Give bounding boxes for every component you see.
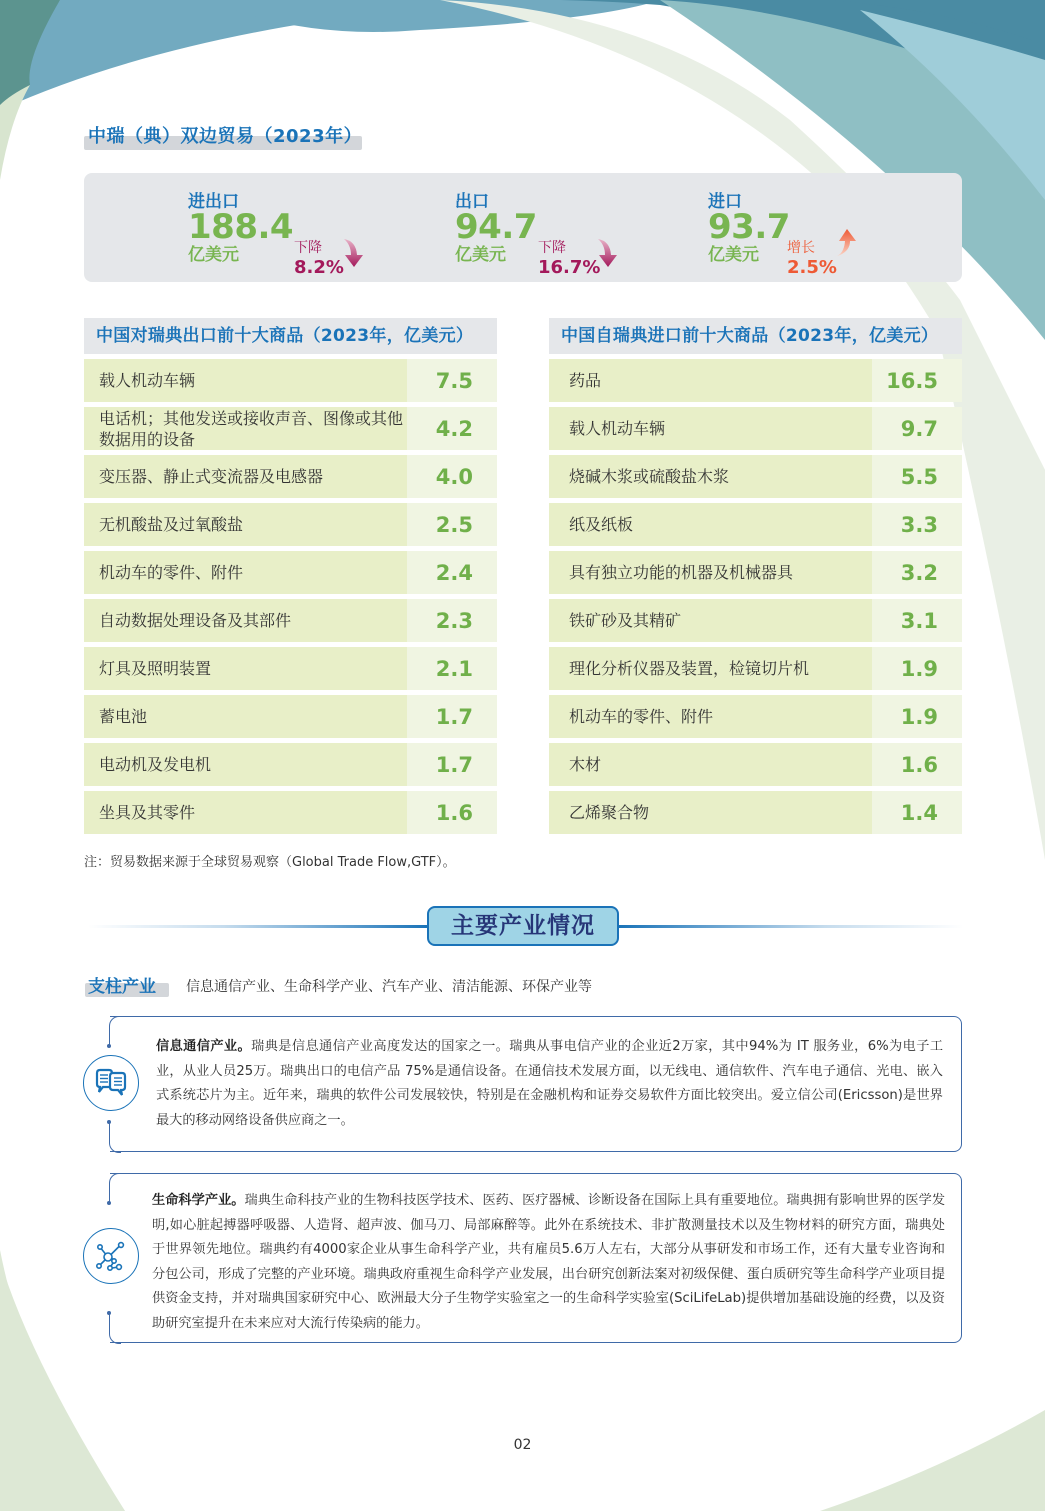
item-name: 蓄电池 <box>84 695 407 738</box>
industry-card-ict <box>110 1016 962 1152</box>
table-row <box>84 503 497 546</box>
table-row <box>549 743 962 786</box>
table-row <box>84 455 497 498</box>
table-row <box>84 407 497 450</box>
item-value: 1.9 <box>872 695 962 738</box>
stat-total <box>188 187 344 278</box>
card-description: 瑞典生命科技产业的生物科技医学技术、医药、医疗器械、诊断设备在国际上具有重要地位。瑞典拥有影响世界的医学发明,如心脏起搏器呼吸器、人造肾、超声波、伽马刀、局部麻醉等。此外在系统技术、非扩散测量技术以及生物材料的研究方面，瑞典处于世界领先地位。瑞典约有4000家企业从事生命科学产业，共有雇员5.6万人左右，大部分从事研发和市场工作，还有大量专业咨询和分包公司，形成了完整的产业环境。瑞典政府重视生命科学产业发展，出台研究创新法案对初级保健、蛋白质研究等生命科学产业项目提供资金支持，并对瑞典国家研究中心、欧洲最大分子生物学实验室之一的生命科学实验室(SciLifeLab)提供增加基础设施的经费，以及资助研究室提升在未来应对大流行传染病的能力。 <box>152 1193 946 1331</box>
table-header: 中国自瑞典进口前十大商品（2023年，亿美元） <box>549 318 962 354</box>
item-name: 电话机；其他发送或接收声音、图像或其他数据用的设备 <box>84 407 407 450</box>
table-row <box>84 551 497 594</box>
item-value: 2.4 <box>407 551 497 594</box>
stat-unit: 亿美元 <box>708 245 759 265</box>
table-row <box>549 695 962 738</box>
item-value: 7.5 <box>407 359 497 402</box>
card-description: 瑞典是信息通信产业高度发达的国家之一。瑞典从事电信产业的企业近2万家，其中94%为 IT 服务业，6%为电子工业，从业人员25万。瑞典出口的电信产品 75%是通信设备。在通信技术发展方面，以无线电、通信软件、汽车电子通信、光电、嵌入式系统芯片为主。近年来，瑞典的软件公司发展较快，特别是在金融机构和证券交易软件方面比较突出。爱立信公司(Ericsson)是世界最大的移动网络设备供应商之一。 <box>156 1039 944 1128</box>
table-row <box>84 743 497 786</box>
item-name: 木材 <box>549 743 872 786</box>
data-source-note: 注：贸易数据来源于全球贸易观察（Global Trade Flow,GTF）。 <box>84 855 456 870</box>
item-value: 1.6 <box>407 791 497 834</box>
item-value: 9.7 <box>872 407 962 450</box>
change-label: 下降 <box>538 240 566 256</box>
card-heading: 生命科学产业。 <box>152 1193 245 1208</box>
item-value: 2.1 <box>407 647 497 690</box>
table-row <box>84 647 497 690</box>
item-name: 自动数据处理设备及其部件 <box>84 599 407 642</box>
header-divider-right <box>618 925 963 928</box>
item-value: 3.2 <box>872 551 962 594</box>
change-value: 8.2% <box>294 257 344 278</box>
pillar-label-text: 支柱产业 <box>88 977 156 997</box>
export-top10-table <box>84 318 497 834</box>
chat-bubbles-icon <box>83 1055 139 1111</box>
card-frame-dot <box>107 1120 111 1124</box>
trade-summary-box <box>84 173 962 282</box>
item-name: 纸及纸板 <box>549 503 872 546</box>
table-row <box>549 791 962 834</box>
item-value: 4.2 <box>407 407 497 450</box>
item-name: 具有独立功能的机器及机械器具 <box>549 551 872 594</box>
table-row <box>549 359 962 402</box>
arrow-down-icon <box>596 237 622 269</box>
card-text <box>110 1017 961 1133</box>
item-name: 无机酸盐及过氧酸盐 <box>84 503 407 546</box>
stat-change <box>538 239 600 279</box>
card-frame-dot <box>107 1201 111 1205</box>
change-label: 增长 <box>787 240 815 256</box>
item-name: 载人机动车辆 <box>549 407 872 450</box>
trade-title-text: 中瑞（典）双边贸易（2023年） <box>88 126 363 147</box>
molecule-network-icon <box>83 1228 139 1284</box>
change-value: 16.7% <box>538 257 601 278</box>
item-name: 铁矿砂及其精矿 <box>549 599 872 642</box>
card-heading: 信息通信产业。 <box>156 1039 252 1054</box>
table-header: 中国对瑞典出口前十大商品（2023年，亿美元） <box>84 318 497 354</box>
item-value: 1.7 <box>407 695 497 738</box>
page-number: 02 <box>513 1437 532 1453</box>
card-frame-corner <box>109 1314 121 1344</box>
item-name: 药品 <box>549 359 872 402</box>
item-value: 3.1 <box>872 599 962 642</box>
item-name: 机动车的零件、附件 <box>84 551 407 594</box>
stat-unit: 亿美元 <box>455 245 506 265</box>
card-frame-dot <box>107 1311 111 1315</box>
stat-unit: 亿美元 <box>188 245 239 265</box>
item-name: 机动车的零件、附件 <box>549 695 872 738</box>
stat-value: 93.7 <box>708 207 790 247</box>
card-frame-corner <box>109 1173 121 1203</box>
item-name: 变压器、静止式变流器及电感器 <box>84 455 407 498</box>
table-row <box>84 359 497 402</box>
table-row <box>549 599 962 642</box>
stat-label: 进口 <box>708 192 742 212</box>
item-value: 2.3 <box>407 599 497 642</box>
table-row <box>549 407 962 450</box>
item-value: 16.5 <box>872 359 962 402</box>
stat-change <box>294 239 344 279</box>
pillar-industries-label <box>88 972 156 998</box>
header-divider-left <box>88 925 428 928</box>
table-row <box>549 503 962 546</box>
item-name: 灯具及照明装置 <box>84 647 407 690</box>
trade-section-title <box>88 122 362 150</box>
card-text <box>110 1174 961 1336</box>
item-value: 1.4 <box>872 791 962 834</box>
item-value: 4.0 <box>407 455 497 498</box>
table-row <box>549 647 962 690</box>
item-value: 3.3 <box>872 503 962 546</box>
industry-card-life-science <box>110 1173 962 1343</box>
table-row <box>549 551 962 594</box>
stat-label: 进出口 <box>188 192 239 212</box>
pillar-industries-list: 信息通信产业、生命科学产业、汽车产业、清洁能源、环保产业等 <box>186 979 592 995</box>
stat-label: 出口 <box>455 192 489 212</box>
stat-export <box>455 187 601 278</box>
table-row <box>84 599 497 642</box>
card-frame-dot <box>107 1044 111 1048</box>
item-value: 1.6 <box>872 743 962 786</box>
table-row <box>549 455 962 498</box>
stat-value: 94.7 <box>455 207 537 247</box>
industry-section-header: 主要产业情况 <box>427 906 619 946</box>
table-row <box>84 695 497 738</box>
stat-import <box>708 187 837 278</box>
item-name: 理化分析仪器及装置，检镜切片机 <box>549 647 872 690</box>
item-name: 载人机动车辆 <box>84 359 407 402</box>
item-name: 电动机及发电机 <box>84 743 407 786</box>
item-name: 乙烯聚合物 <box>549 791 872 834</box>
item-value: 1.7 <box>407 743 497 786</box>
item-name: 坐具及其零件 <box>84 791 407 834</box>
import-top10-table <box>549 318 962 834</box>
change-value: 2.5% <box>787 257 837 278</box>
card-frame-corner <box>109 1016 121 1046</box>
arrow-up-icon <box>832 227 858 259</box>
item-value: 5.5 <box>872 455 962 498</box>
item-name: 烧碱木浆或硫酸盐木浆 <box>549 455 872 498</box>
arrow-down-icon <box>342 237 368 269</box>
item-value: 1.9 <box>872 647 962 690</box>
card-frame-corner <box>109 1123 121 1153</box>
item-value: 2.5 <box>407 503 497 546</box>
stat-value: 188.4 <box>188 207 294 247</box>
table-row <box>84 791 497 834</box>
stat-change <box>787 239 837 279</box>
change-label: 下降 <box>294 240 322 256</box>
